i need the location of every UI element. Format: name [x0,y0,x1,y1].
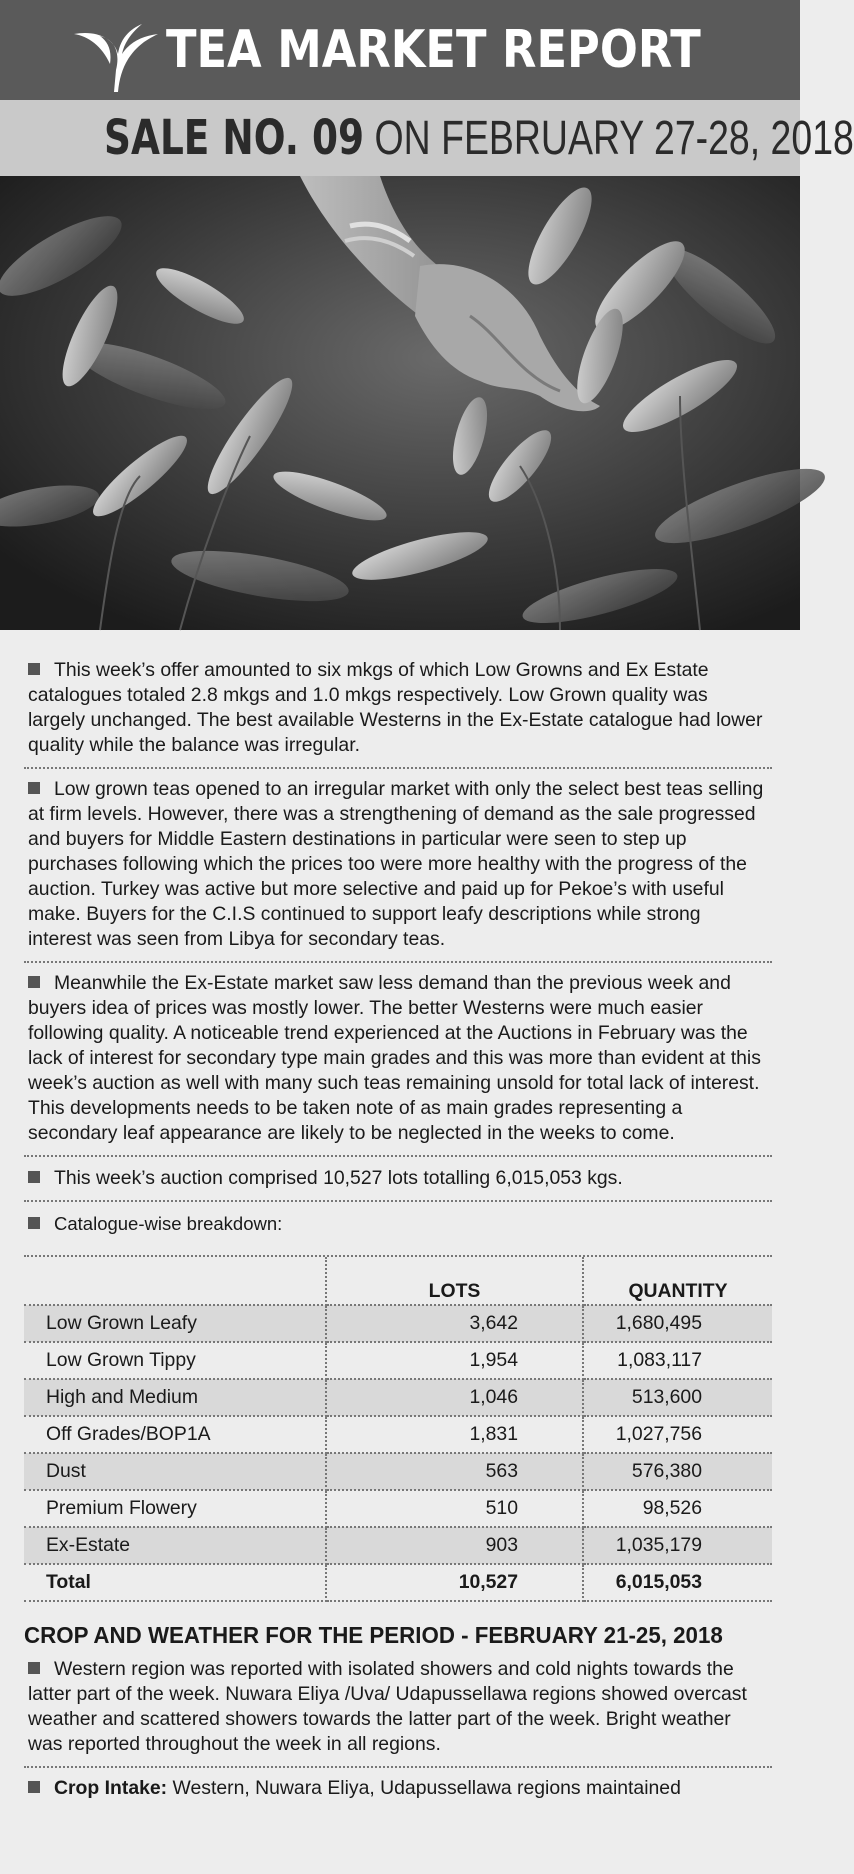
table-row: Dust 563 576,380 [24,1453,772,1490]
weather-paragraph: Western region was reported with isolated showers and cold nights towards the latter part of the week. Nuwara Eliya /Uva/ Udapussellawa regions showed overcast weather and scattered showers towards the latter part of the week. Bright weather was reported throughout the week in all regions. [24,1653,772,1768]
sale-number: SALE NO. 09 [104,110,365,166]
breakdown-table-wrap [24,1255,772,1602]
photo-illustration [0,176,800,630]
table-row: Off Grades/BOP1A 1,831 1,027,756 [24,1416,772,1453]
square-bullet-icon [28,1662,40,1674]
table-total-row: Total 10,527 6,015,053 [24,1564,772,1601]
crop-intake-paragraph: Crop Intake: Western, Nuwara Eliya, Udapussellawa regions maintained [24,1768,772,1810]
table-row: Ex-Estate 903 1,035,179 [24,1527,772,1564]
square-bullet-icon [28,663,40,675]
quantity-header: QUANTITY [583,1257,772,1305]
table-row: Low Grown Leafy 3,642 1,680,495 [24,1305,772,1342]
sale-line [104,108,854,169]
square-bullet-icon [28,1217,40,1229]
breakdown-table [24,1257,772,1602]
square-bullet-icon [28,1781,40,1793]
report-body [24,650,772,1810]
crop-intake-label: Crop Intake: [54,1777,168,1799]
tea-plucking-photo [0,176,800,630]
offer-paragraph: This week’s offer amounted to six mkgs of which Low Growns and Ex Estate catalogues totaled 2.8 mkgs and 1.0 mkgs respectively. Low Grown quality was largely unchanged. The best available Westerns in the Ex-Estate catalogue had lower quality while the balance was irregular. [24,650,772,769]
square-bullet-icon [28,976,40,988]
auction-summary: This week’s auction comprised 10,527 lots totalling 6,015,053 kgs. [24,1157,772,1202]
table-row: High and Medium 1,046 513,600 [24,1379,772,1416]
lots-header: LOTS [326,1257,583,1305]
ex-estate-paragraph: Meanwhile the Ex-Estate market saw less demand than the previous week and buyers idea of prices was mostly lower. The better Westerns were much easier following quality. A noticeable trend experienced at the Auctions in February was the lack of interest for secondary type main grades and this was more than evident at this week’s auction as well with many such teas remaining unsold for total lack of interest. This developments needs to be taken note of as main grades representing a secondary leaf appearance are likely to be neglected in the weeks to come. [24,963,772,1157]
low-grown-paragraph: Low grown teas opened to an irregular market with only the select best teas selling at firm levels. However, there was a strengthening of demand as the sale progressed and buyers for Middle Eastern destinations in particular were seen to step up purchases following which the prices too were more healthy with the progress of the auction. Turkey was active but more selective and paid up for Pekoe’s with useful make. Buyers for the C.I.S continued to support leafy descriptions while strong interest was seen from Libya for secondary teas. [24,769,772,963]
report-title: TEA MARKET REPORT [166,20,701,80]
square-bullet-icon [28,782,40,794]
category-header [24,1257,326,1305]
sale-date: ON FEBRUARY 27-28, 2018 [374,112,854,165]
table-row: Low Grown Tippy 1,954 1,083,117 [24,1342,772,1379]
crop-weather-heading: CROP AND WEATHER FOR THE PERIOD - FEBRUARY 21-25, 2018 [24,1622,723,1648]
table-header-row [24,1257,772,1305]
square-bullet-icon [28,1171,40,1183]
table-row: Premium Flowery 510 98,526 [24,1490,772,1527]
tea-leaf-logo-icon [72,20,158,96]
report-header [0,0,800,100]
breakdown-label: Catalogue-wise breakdown: [24,1202,772,1245]
